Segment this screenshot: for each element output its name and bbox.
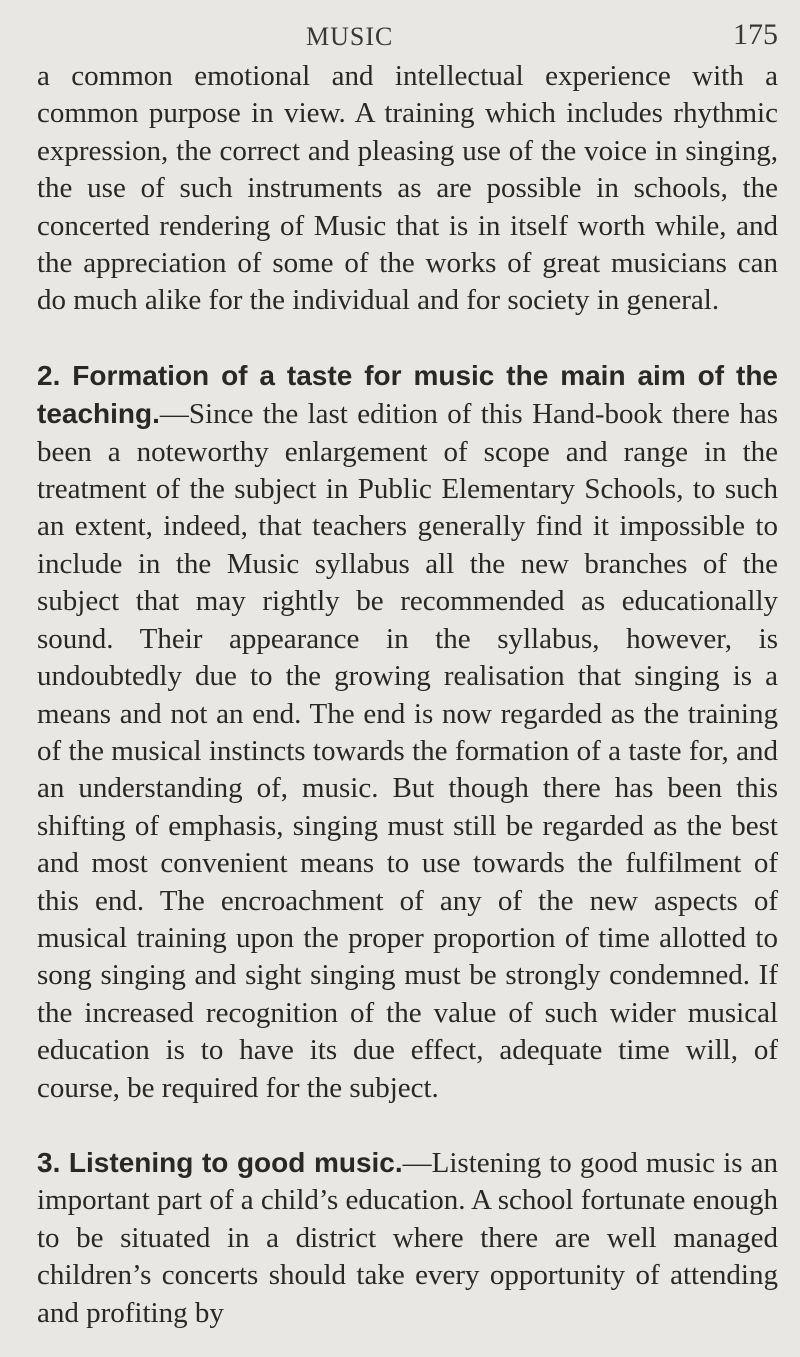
paragraph-text: —Since the last edition of this Hand-book there has been a noteworthy enlargement of scope and range in the treatment of the subject in Public Elementary Schools, to such an extent, indeed, that teachers generally find it impossible to include in the Music syllabus all the new branches of the subject that may rightly be recommended as educationally sound. Their appearance in the syllabus, however, is undoubtedly due to the growing realisation that singing is a means and not an end. The end is now regarded as the training of the musical instincts towards the formation of a taste for, and an understanding of, music. But though there has been this shifting of emphasis, singing must still be regarded as the best and most convenient means to use towards the fulfilment of this end. The encroachment of any of the new aspects of musical training upon the proper proportion of time allotted to song singing and sight singing must be strongly condemned. If the increased recognition of the value of such wider musical education is to have its due effect, adequate time will, of course, be required for the subject.	[37, 398, 778, 1104]
paragraph-listening	[37, 1144, 778, 1332]
paragraph-text: a common emotional and intellectual experience with a common purpose in view. A training which includes rhythmic expression, the correct and pleasing use of the voice in singing, the use of such instruments as are possible in schools, the concerted rendering of Music that is in itself worth while, and the appreciation of some of the works of great musicians can do much alike for the individual and for society in general.	[37, 60, 778, 317]
paragraph-gap	[37, 320, 778, 357]
page-number: 175	[733, 18, 778, 51]
paragraph-intro	[37, 58, 778, 320]
paragraph-formation-of-taste	[37, 357, 778, 1107]
running-head	[37, 0, 778, 58]
paragraph-text: —Listening to good music is an important part of a child’s education. A school fortunate enough to be situated in a district where there are well managed children’s concerts should take every opportunity of attending and profiting by	[37, 1146, 778, 1329]
paragraph-gap	[37, 1107, 778, 1144]
running-title: MUSIC	[306, 22, 394, 51]
section-heading: 2. Formation of a taste for music the main aim of the teaching.	[37, 359, 778, 430]
section-heading: 3. Listening to good music.	[37, 1146, 403, 1178]
